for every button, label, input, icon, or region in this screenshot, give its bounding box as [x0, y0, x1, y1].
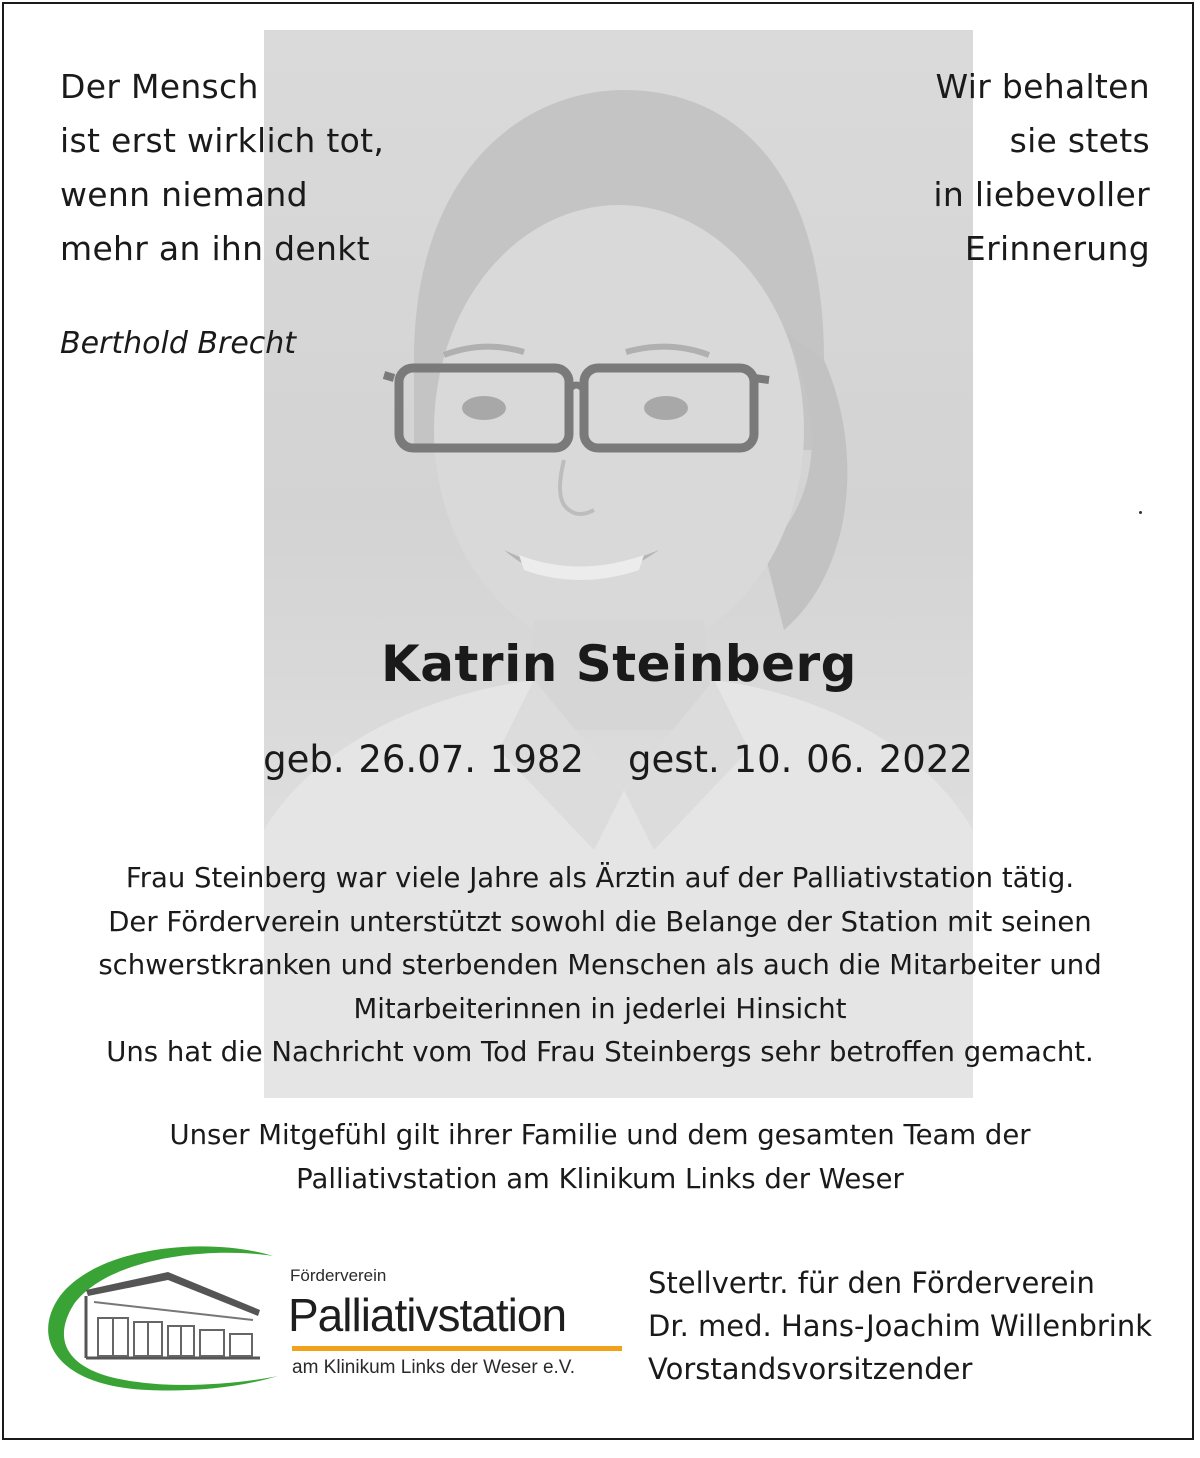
logo-small-text: Förderverein [290, 1266, 387, 1285]
logo-accent-bar [292, 1346, 622, 1351]
quote-right-line: in liebevoller [933, 175, 1150, 214]
death-date: gest. 10. 06. 2022 [627, 738, 973, 781]
quote-left-line: Der Mensch [60, 67, 259, 106]
condolence-line: Palliativstation am Klinikum Links der Weser [296, 1162, 904, 1195]
quote-left [60, 60, 384, 276]
deceased-name: Katrin Steinberg [381, 635, 857, 693]
body-line: Mitarbeiterinnen in jederlei Hinsicht [353, 992, 847, 1025]
quote-author: Berthold Brecht [60, 326, 297, 361]
foerderverein-logo [38, 1238, 638, 1398]
quote-right [933, 60, 1150, 276]
signature-line: Dr. med. Hans-Joachim Willenbrink [648, 1309, 1153, 1343]
birth-date: geb. 26.07. 1982 [263, 738, 584, 781]
signature-line: Vorstandsvorsitzender [648, 1352, 973, 1386]
body-line: Uns hat die Nachricht vom Tod Frau Steinbergs sehr betroffen gemacht. [106, 1036, 1094, 1068]
condolence-text [30, 1114, 1170, 1201]
quote-right-line: Erinnerung [964, 229, 1150, 268]
life-dates [0, 738, 1200, 781]
quote-left-line: mehr an ihn denkt [60, 229, 370, 268]
quote-left-line: wenn niemand [60, 175, 308, 214]
print-dot [1139, 511, 1142, 514]
quote-right-line: sie stets [1009, 121, 1150, 160]
logo-title: Palliativstation [288, 1289, 567, 1341]
quote-right-line: Wir behalten [935, 67, 1150, 106]
quote-left-line: ist erst wirklich tot, [60, 121, 385, 160]
notice-body [30, 857, 1170, 1075]
signature-block [648, 1262, 1152, 1391]
logo-subtitle: am Klinikum Links der Weser e.V. [292, 1357, 576, 1378]
building-logo-icon [38, 1238, 288, 1398]
body-line: Der Förderverein unterstützt sowohl die Belange der Station mit seinen [108, 905, 1092, 938]
signature-line: Stellvertr. für den Förderverein [648, 1266, 1095, 1300]
body-line: schwerstkranken und sterbenden Menschen als auch die Mitarbeiter und [98, 949, 1102, 981]
body-line: Frau Steinberg war viele Jahre als Ärztin auf der Palliativstation tätig. [125, 862, 1075, 894]
condolence-line: Unser Mitgefühl gilt ihrer Familie und dem gesamten Team der [169, 1119, 1031, 1151]
